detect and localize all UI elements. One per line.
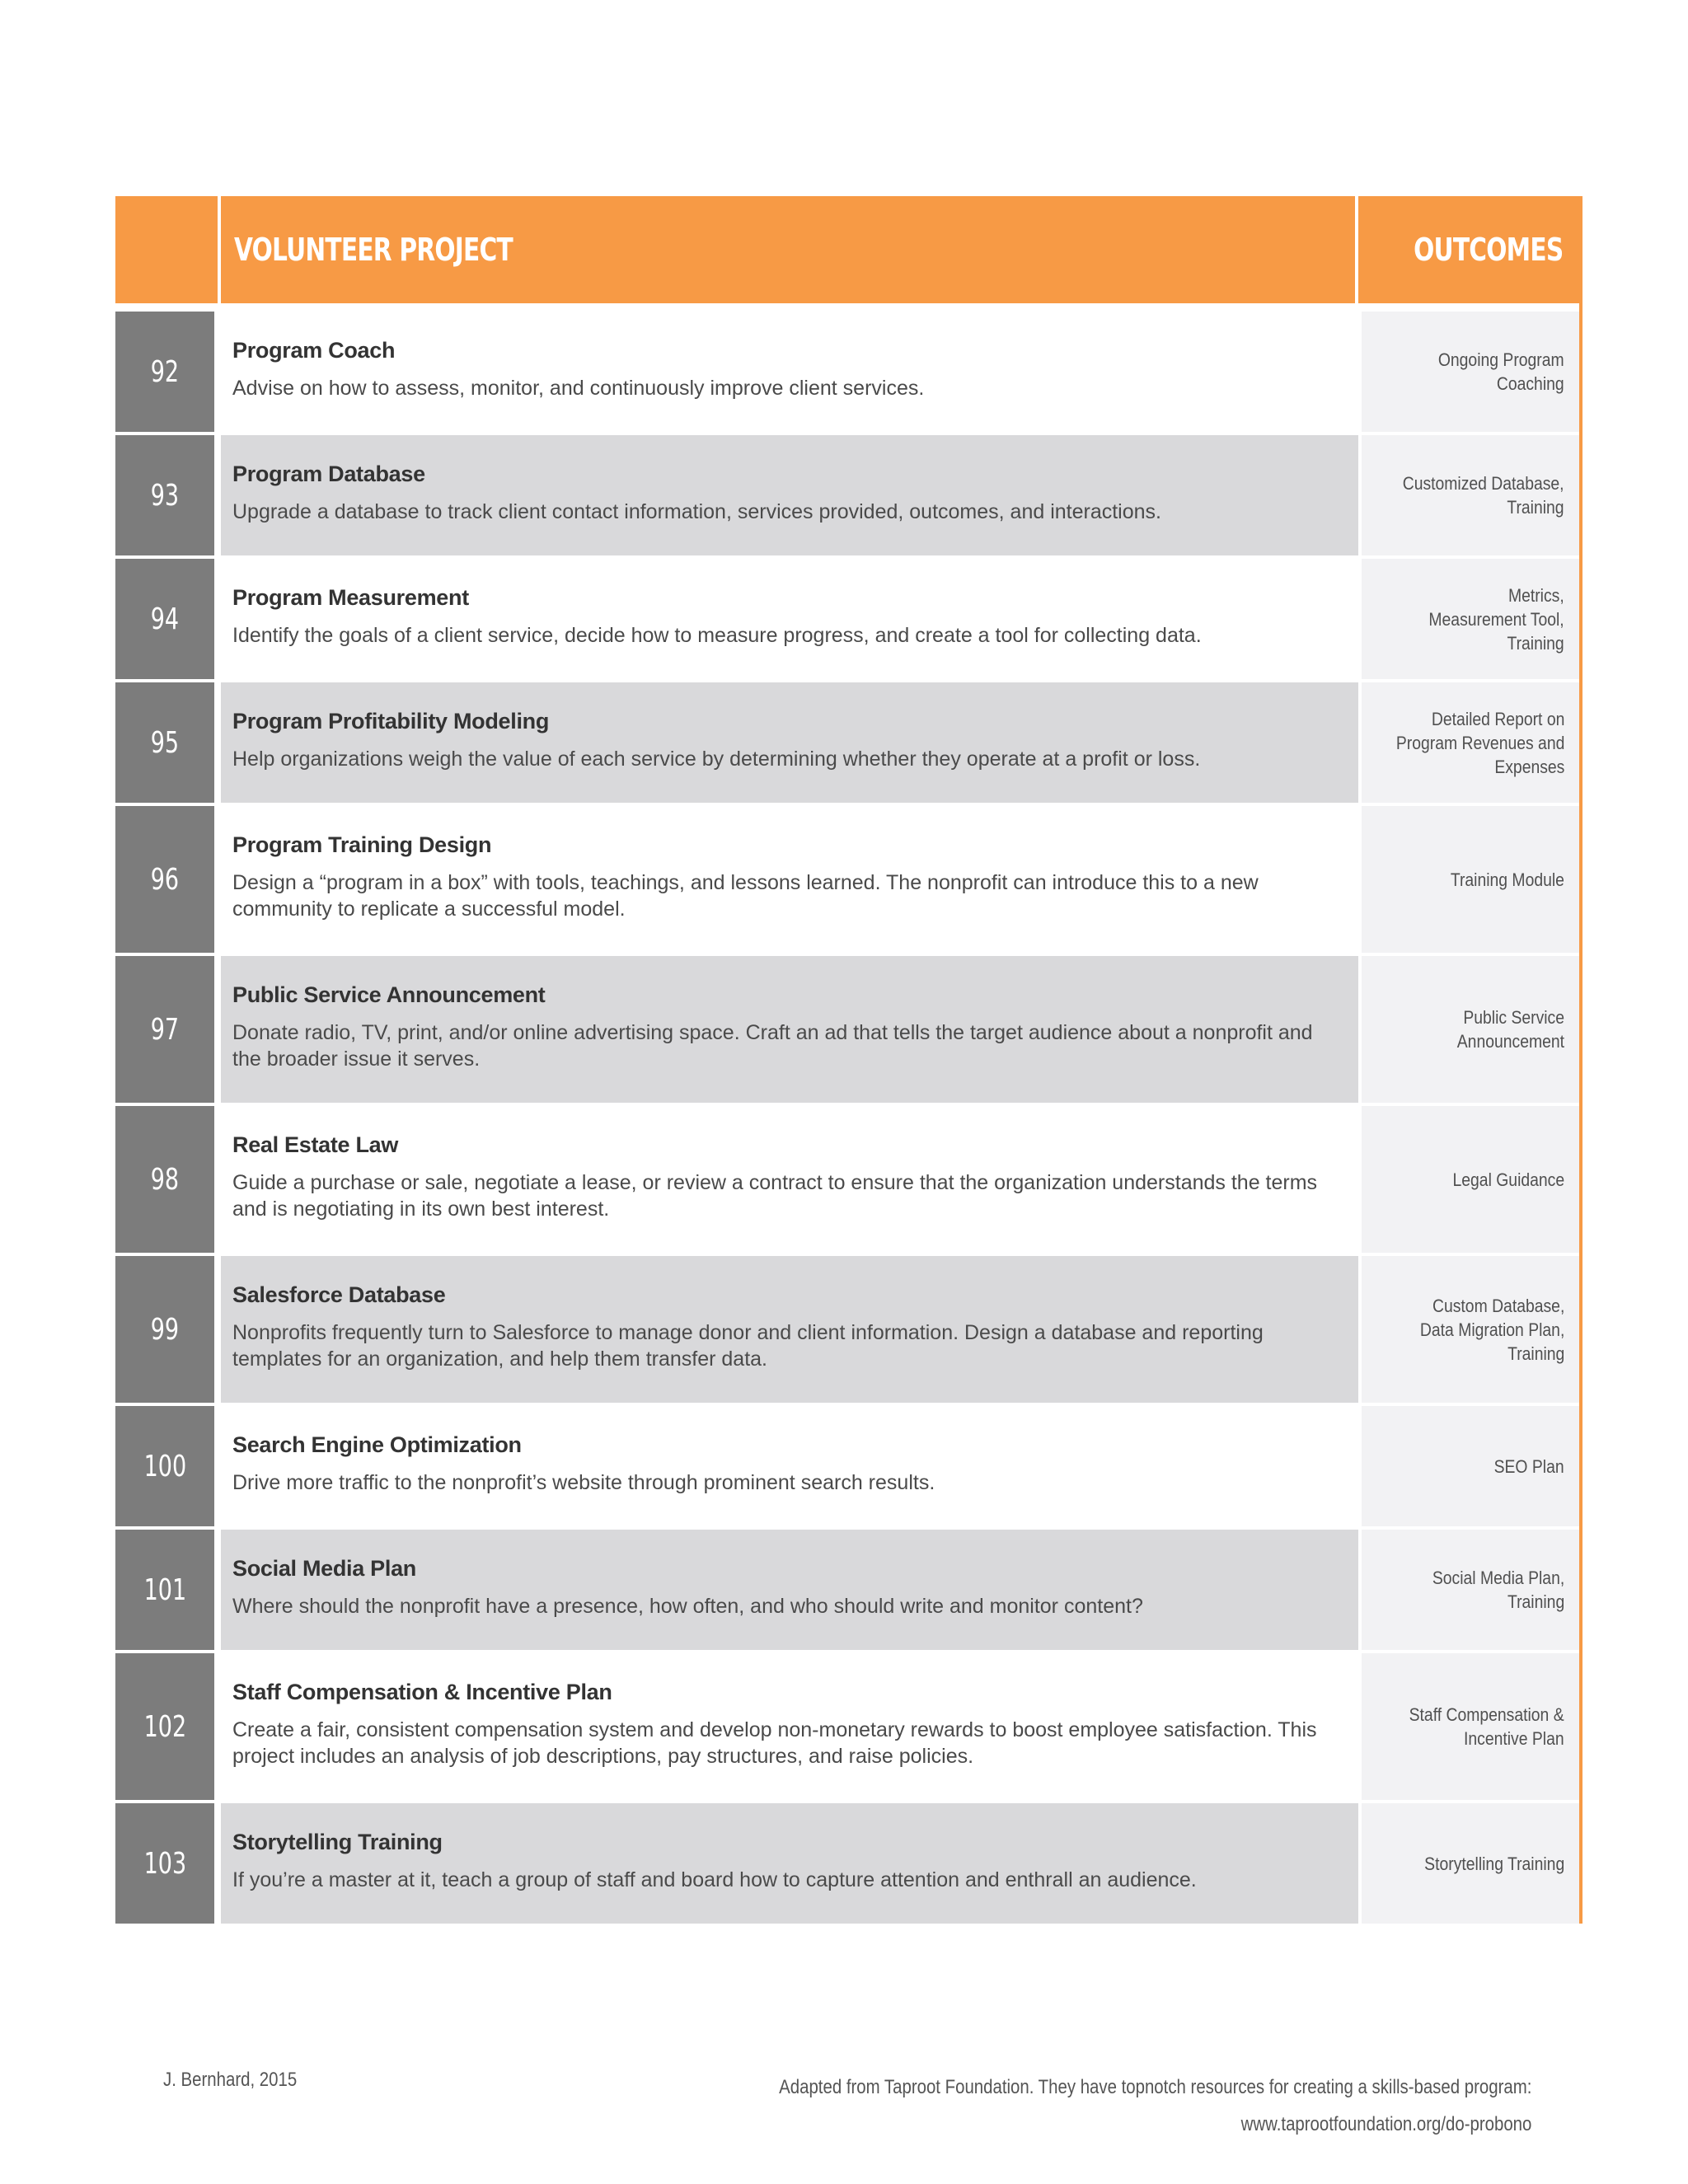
project-description: Nonprofits frequently turn to Salesforce to manage donor and client information. Design a database and reporting templates for an organization, and help them transfer data.	[232, 1321, 1264, 1371]
table-row	[115, 1106, 1579, 1253]
project-title: Search Engine Optimization	[232, 1432, 522, 1457]
project-description: Drive more traffic to the nonprofit’s website through prominent search results.	[232, 1471, 935, 1494]
outcomes-heading: OUTCOMES	[1413, 232, 1563, 268]
project-description: Guide a purchase or sale, negotiate a lease, or review a contract to ensure that the organization understands the terms and is negotiating in its own best interest.	[232, 1171, 1318, 1221]
outcome-cell	[1362, 956, 1579, 1103]
project-cell	[221, 1106, 1358, 1253]
project-description: If you’re a master at it, teach a group of staff and board how to capture attention and enthrall an audience.	[232, 1868, 1197, 1891]
project-title: Storytelling Training	[232, 1830, 443, 1854]
project-description: Design a “program in a box” with tools, teachings, and lessons learned. The nonprofit can introduce this to a new community to replicate a successful model.	[232, 871, 1259, 921]
outcome-text: Metrics, Measurement Tool, Training	[1428, 584, 1564, 654]
outcome-cell	[1362, 1406, 1579, 1526]
outcome-cell	[1362, 806, 1579, 953]
outcome-text: Customized Database, Training	[1403, 473, 1564, 518]
outcome-cell	[1362, 1256, 1579, 1403]
row-number: 99	[115, 1256, 214, 1403]
volunteer-project-heading: VOLUNTEER PROJECT	[234, 232, 513, 268]
project-cell	[221, 1653, 1358, 1800]
table-row	[115, 956, 1579, 1103]
project-cell	[221, 956, 1358, 1103]
outcome-text: Custom Database, Data Migration Plan, Training	[1419, 1295, 1564, 1364]
project-description: Donate radio, TV, print, and/or online advertising space. Craft an ad that tells the target audience about a nonprofit and the broader issue it serves.	[232, 1021, 1313, 1071]
row-number: 101	[115, 1530, 214, 1650]
table-row	[115, 806, 1579, 953]
footer-author: J. Bernhard, 2015	[163, 2069, 298, 2091]
outcome-cell	[1362, 559, 1579, 679]
row-number: 103	[115, 1803, 214, 1924]
project-cell	[221, 312, 1358, 432]
outcome-text: Staff Compensation & Incentive Plan	[1409, 1704, 1564, 1749]
project-cell	[221, 1530, 1358, 1650]
project-cell	[221, 1406, 1358, 1526]
table-row	[115, 559, 1579, 679]
table-row	[115, 1653, 1579, 1800]
footer-url[interactable]: www.taprootfoundation.org/do-probono	[1240, 2113, 1531, 2135]
outcome-text: Ongoing Program Coaching	[1438, 349, 1564, 394]
footer-credit: Adapted from Taproot Foundation. They have topnotch resources for creating a skills-based program:	[778, 2076, 1531, 2098]
outcome-cell	[1362, 1803, 1579, 1924]
row-number: 96	[115, 806, 214, 953]
header-outcomes-cell	[1358, 196, 1579, 303]
project-cell	[221, 435, 1358, 555]
projects-table	[115, 196, 1582, 1924]
table-row	[115, 682, 1579, 803]
table-row	[115, 1406, 1579, 1526]
outcome-cell	[1362, 1653, 1579, 1800]
table-row	[115, 1530, 1579, 1650]
row-number: 100	[115, 1406, 214, 1526]
project-title: Real Estate Law	[232, 1132, 399, 1157]
outcome-cell	[1362, 1530, 1579, 1650]
header-project-cell	[221, 196, 1358, 303]
project-cell	[221, 1803, 1358, 1924]
outcome-text: Public Service Announcement	[1456, 1007, 1564, 1052]
project-title: Salesforce Database	[232, 1282, 446, 1307]
project-description: Help organizations weigh the value of each service by determining whether they operate at a profit or loss.	[232, 748, 1201, 771]
table-row	[115, 1803, 1579, 1924]
table-row	[115, 1256, 1579, 1403]
row-number: 93	[115, 435, 214, 555]
project-cell	[221, 806, 1358, 953]
table-row	[115, 312, 1579, 432]
outcome-cell	[1362, 682, 1579, 803]
outcome-cell	[1362, 1106, 1579, 1253]
project-description: Where should the nonprofit have a presence, how often, and who should write and monitor content?	[232, 1595, 1143, 1618]
table-header	[115, 196, 1579, 303]
outcome-text: Detailed Report on Program Revenues and Expenses	[1395, 708, 1564, 777]
outcome-cell	[1362, 435, 1579, 555]
row-number: 94	[115, 559, 214, 679]
project-description: Identify the goals of a client service, decide how to measure progress, and create a tool for collecting data.	[232, 624, 1202, 647]
project-description: Create a fair, consistent compensation system and develop non-monetary rewards to boost employee satisfaction. This project includes an analysis of job descriptions, pay structures, and raise policies.	[232, 1718, 1317, 1768]
outcome-text: SEO Plan	[1493, 1455, 1564, 1477]
project-title: Program Profitability Modeling	[232, 709, 550, 733]
project-cell	[221, 559, 1358, 679]
table-row	[115, 435, 1579, 555]
project-title: Program Database	[232, 462, 425, 486]
outcome-text: Legal Guidance	[1452, 1169, 1564, 1190]
outcome-text: Storytelling Training	[1423, 1853, 1564, 1874]
project-description: Upgrade a database to track client contact information, services provided, outcomes, and interactions.	[232, 500, 1161, 523]
outcome-cell	[1362, 312, 1579, 432]
row-number: 92	[115, 312, 214, 432]
footer-credit-block	[779, 2069, 1531, 2143]
row-number: 102	[115, 1653, 214, 1800]
project-title: Program Training Design	[232, 832, 492, 857]
header-number-cell	[115, 196, 221, 303]
project-title: Program Measurement	[232, 585, 469, 610]
outcome-text: Training Module	[1450, 869, 1564, 890]
project-title: Social Media Plan	[232, 1556, 416, 1581]
project-cell	[221, 682, 1358, 803]
table-body	[115, 303, 1579, 1924]
row-number: 95	[115, 682, 214, 803]
project-description: Advise on how to assess, monitor, and continuously improve client services.	[232, 377, 925, 400]
project-title: Staff Compensation & Incentive Plan	[232, 1680, 612, 1704]
project-title: Program Coach	[232, 338, 396, 363]
row-number: 97	[115, 956, 214, 1103]
project-title: Public Service Announcement	[232, 982, 546, 1007]
project-cell	[221, 1256, 1358, 1403]
outcome-text: Social Media Plan, Training	[1432, 1568, 1564, 1612]
row-number: 98	[115, 1106, 214, 1253]
